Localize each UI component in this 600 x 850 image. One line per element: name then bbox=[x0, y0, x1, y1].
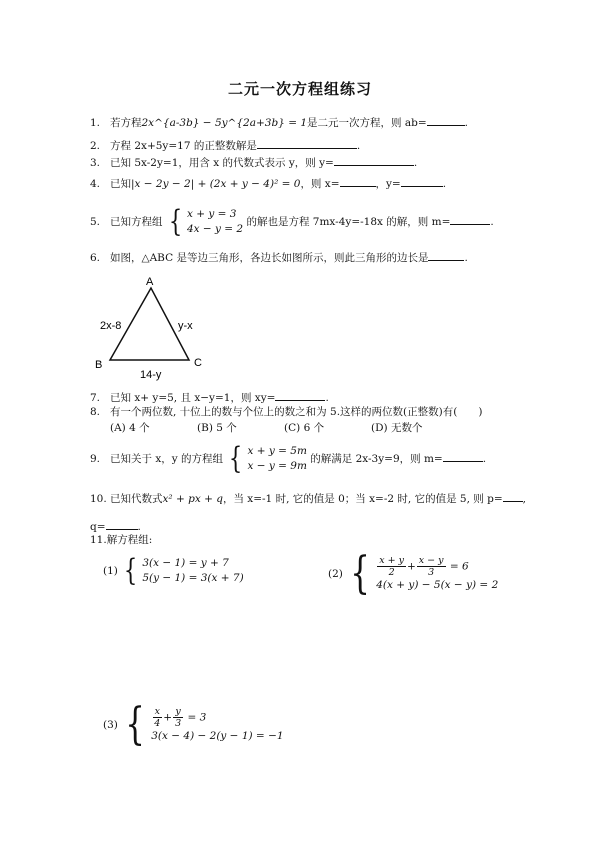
question-4: 4. 已知|x − 2y − 2| + (2x + y − 4)² = 0，则 x= ，y= . bbox=[90, 178, 447, 190]
equation-system: { x + y = 3 4x − y = 2 bbox=[168, 204, 244, 239]
answer-blank-x[interactable] bbox=[340, 176, 376, 187]
answer-blank[interactable] bbox=[443, 451, 483, 462]
option-a[interactable]: (A) 4 个 bbox=[110, 422, 150, 434]
answer-blank[interactable] bbox=[450, 214, 490, 225]
question-3: 3. 已知 5x-2y=1，用含 x 的代数式表示 y，则 y= . bbox=[90, 157, 418, 169]
question-8: 8. 有一个两位数, 十位上的数与个位上的数之和为 5.这样的两位数(正整数)有( ) bbox=[90, 406, 483, 418]
question-1: 1. 若方程2x^{a-3b} − 5y^{2a+3b} = 1是二元一次方程，则 ab= . bbox=[90, 117, 468, 129]
question-11-part-2: (2) { $\frac{x + y}{2}$ + $\frac{x - y}{3}$ = 6 4(x + y) − 5(x − y) = 2 bbox=[328, 548, 499, 599]
expression: x² + px + q bbox=[162, 493, 223, 505]
brace-icon: { bbox=[168, 204, 183, 239]
question-10: 10. 已知代数式x² + px + q，当 x=-1 时, 它的值是 0；当 x=-2 时, 它的值是 5, 则 p= , bbox=[90, 493, 526, 505]
side-ac-label: y-x bbox=[178, 320, 193, 332]
equation: 2x^{a-3b} − 5y^{2a+3b} = 1 bbox=[141, 117, 308, 129]
brace-icon: { bbox=[229, 441, 243, 476]
question-2: 2. 方程 2x+5y=17 的正整数解是 . bbox=[90, 140, 361, 152]
question-7: 7. 已知 x+ y=5, 且 x−y=1，则 xy= . bbox=[90, 392, 329, 404]
question-8-options bbox=[110, 421, 458, 435]
answer-blank[interactable] bbox=[257, 138, 357, 149]
answer-blank-q[interactable] bbox=[106, 519, 138, 530]
option-b[interactable]: (B) 5 个 bbox=[197, 422, 237, 434]
answer-blank[interactable] bbox=[427, 115, 465, 126]
answer-blank[interactable] bbox=[334, 155, 414, 166]
question-11-part-1: (1) { 3(x − 1) = y + 7 5(y − 1) = 3(x + 7) bbox=[103, 553, 244, 588]
brace-icon: { bbox=[350, 548, 371, 599]
option-c[interactable]: (C) 6 个 bbox=[284, 422, 325, 434]
question-11-part-3: (3) { $\frac{x}{4}$ + $\frac{y}{3}$ = 3 3(x − 4) − 2(y − 1) = −1 bbox=[103, 699, 284, 750]
answer-blank-y[interactable] bbox=[401, 176, 443, 187]
answer-blank-p[interactable] bbox=[503, 491, 523, 502]
question-9: 9. 已知关于 x，y 的方程组 { x + y = 5m x − y = 9m 的解满足 2x-3y=9，则 m= . bbox=[90, 441, 487, 476]
question-6: 6. 如图，△ABC 是等边三角形，各边长如图所示，则此三角形的边长是 . bbox=[90, 252, 468, 264]
equation-system: { x + y = 5m x − y = 9m bbox=[229, 441, 307, 476]
page-title: 二元一次方程组练习 bbox=[227, 80, 372, 98]
question-5: 5. 已知方程组 { x + y = 3 4x − y = 2 的解也是方程 7mx-4y=-18x 的解，则 m= . bbox=[90, 204, 494, 239]
vertex-b-label: B bbox=[95, 359, 103, 371]
triangle-figure bbox=[88, 272, 218, 382]
side-ab-label: 2x-8 bbox=[100, 320, 122, 332]
side-bc-label: 14-y bbox=[140, 369, 162, 381]
brace-icon: { bbox=[124, 553, 138, 588]
question-number: 1. bbox=[90, 117, 101, 129]
brace-icon: { bbox=[125, 699, 146, 750]
question-10-line2: q= . bbox=[90, 521, 141, 533]
answer-blank[interactable] bbox=[428, 250, 464, 261]
option-d[interactable]: (D) 无数个 bbox=[371, 422, 423, 434]
answer-blank[interactable] bbox=[275, 390, 325, 401]
vertex-c-label: C bbox=[194, 357, 202, 369]
equation: |x − 2y − 2| + (2x + y − 4)² = 0 bbox=[131, 178, 301, 190]
vertex-a-label: A bbox=[146, 276, 154, 288]
question-11: 11.解方程组: bbox=[90, 534, 153, 546]
